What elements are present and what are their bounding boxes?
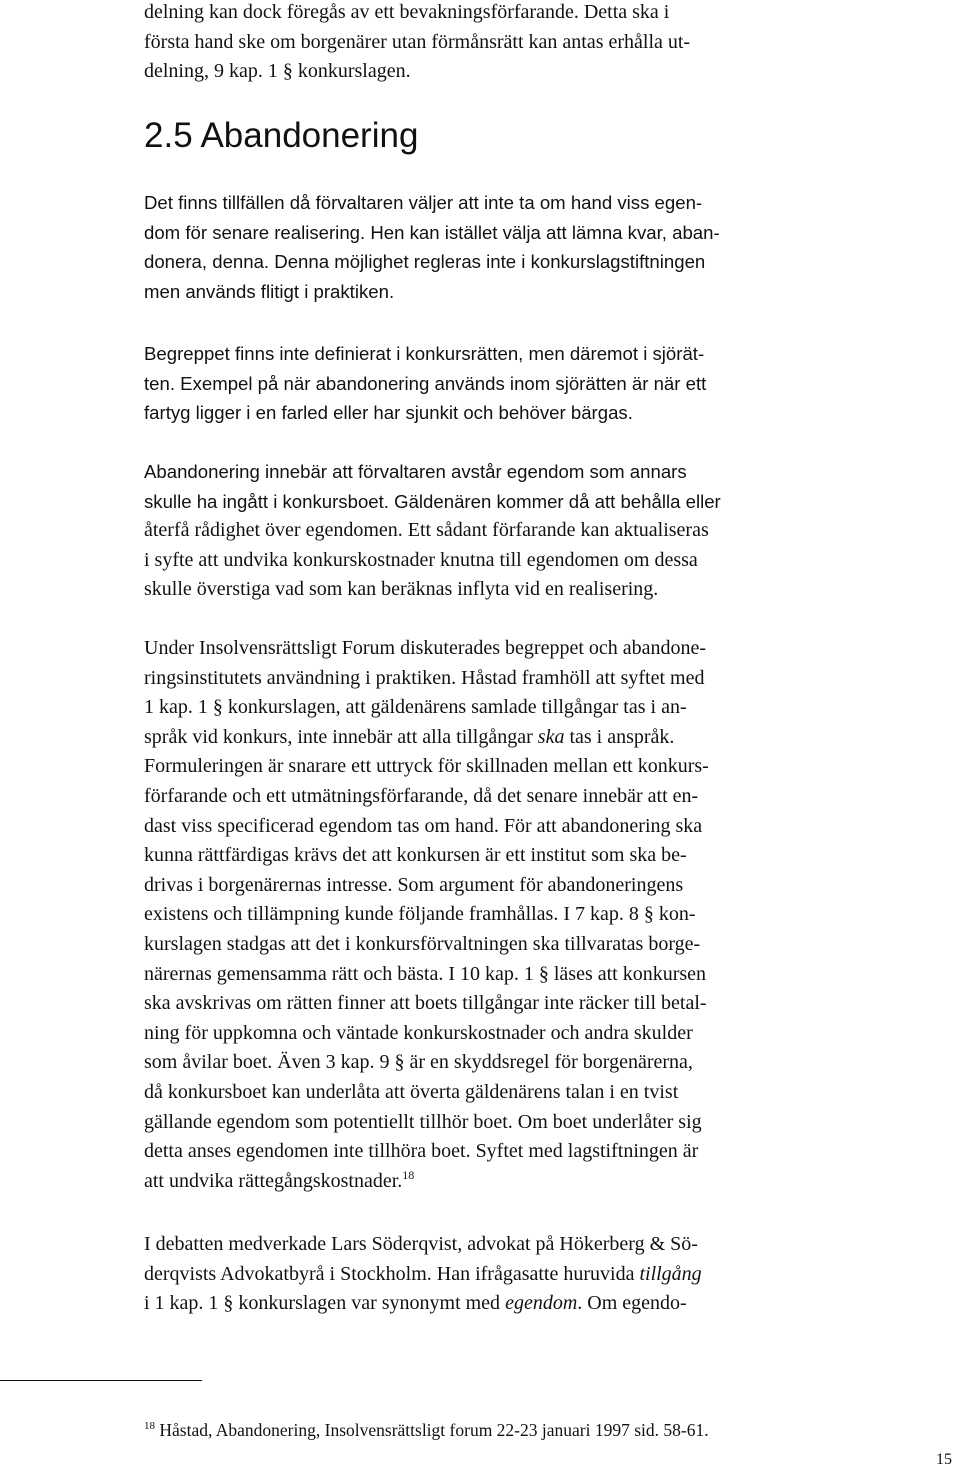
page-number: 15 bbox=[936, 1451, 952, 1468]
footnote-number: 18 bbox=[144, 1420, 155, 1432]
emphasis-ska: ska bbox=[537, 725, 565, 748]
footnote-reference[interactable]: 18 bbox=[402, 1167, 415, 1182]
paragraph-2-line-1: Begreppet finns inte definierat i konkursrätten, men däremot i sjörät- bbox=[144, 343, 705, 364]
section-heading: 2.5 Abandonering bbox=[144, 116, 419, 155]
paragraph-4-line-18: detta anses egendomen inte tillhöra boet. Syftet med lagstiftningen är bbox=[144, 1140, 699, 1163]
footnote bbox=[144, 1418, 709, 1442]
paragraph-4-line-1: Under Insolvensrättsligt Forum diskuterades begreppet och abandone- bbox=[144, 637, 707, 659]
paragraph-5-line-3-after: . Om egendo- bbox=[577, 1292, 687, 1315]
paragraph-5-line-3 bbox=[144, 1289, 820, 1319]
paragraph-4-line-12: närernas gemensamma rätt och bästa. I 10 kap. 1 § läses att konkursen bbox=[144, 962, 707, 985]
paragraph-4-line-11: kurslagen stadgas att det i konkursförvaltningen ska tillvaratas borge- bbox=[144, 932, 701, 955]
emphasis-egendom: egendom bbox=[505, 1292, 578, 1315]
paragraph-3-line-5: skulle överstiga vad som kan beräknas inflyta vid en realisering. bbox=[144, 578, 659, 601]
paragraph-4-line-15: som åvilar boet. Även 3 kap. 9 § är en skyddsregel för borgenärerna, bbox=[144, 1051, 693, 1074]
paragraph-4-line-9: drivas i borgenärernas intresse. Som argument för abandoneringens bbox=[144, 873, 684, 896]
paragraph-1 bbox=[144, 188, 820, 306]
paragraph-4 bbox=[144, 634, 820, 1196]
footnote-text: Håstad, Abandonering, Insolvensrättsligt forum 22-23 januari 1997 sid. 58-61. bbox=[159, 1420, 709, 1440]
paragraph-3-line-1: Abandonering innebär att förvaltaren avstår egendom som annars bbox=[144, 461, 687, 482]
paragraph-4-line-4-before: språk vid konkurs, inte innebär att alla tillgångar bbox=[144, 725, 538, 748]
paragraph-5-line-2 bbox=[144, 1260, 820, 1290]
paragraph-4-line-13: ska avskrivas om rätten finner att boets tillgångar inte räcker till betal- bbox=[144, 992, 707, 1015]
paragraph-4-line-17: gällande egendom som potentiellt tillhör boet. Om boet underlåter sig bbox=[144, 1110, 702, 1133]
paragraph-3-line-2: skulle ha ingått i konkursboet. Gäldenären kommer då att behålla eller bbox=[144, 490, 721, 512]
paragraph-1-line-4: men används flitigt i praktiken. bbox=[144, 280, 395, 302]
paragraph-1-line-3: donera, denna. Denna möjlighet regleras inte i konkurslagstiftningen bbox=[144, 251, 706, 273]
footnote-separator bbox=[0, 1380, 202, 1381]
intro-line-1: delning kan dock föregås av ett bevakningsförfarande. Detta ska i bbox=[144, 1, 670, 23]
paragraph-4-last-line: att undvika rättegångskostnader. bbox=[144, 1169, 403, 1192]
paragraph-4-line-16: då konkursboet kan underlåta att överta gäldenärens talan i en tvist bbox=[144, 1080, 679, 1103]
paragraph-4-line-10: existens och tillämpning kunde följande framhållas. I 7 kap. 8 § kon- bbox=[144, 903, 696, 926]
paragraph-5 bbox=[144, 1230, 820, 1319]
paragraph-4-line-7: dast viss specificerad egendom tas om hand. För att abandonering ska bbox=[144, 814, 703, 837]
emphasis-tillgang: tillgång bbox=[639, 1262, 702, 1285]
paragraph-4-line-4 bbox=[144, 723, 820, 753]
paragraph-4-line-19 bbox=[144, 1167, 820, 1197]
paragraph-3 bbox=[144, 457, 820, 516]
paragraph-4-line-4-after: tas i anspråk. bbox=[564, 725, 675, 748]
intro-line-3: delning, 9 kap. 1 § konkurslagen. bbox=[144, 60, 411, 83]
paragraph-3-serif bbox=[144, 516, 820, 605]
paragraph-4-line-8: kunna rättfärdigas krävs det att konkursen är ett institut som ska be- bbox=[144, 844, 687, 867]
paragraph-1-line-2: dom för senare realisering. Hen kan istället välja att lämna kvar, aban- bbox=[144, 221, 720, 243]
paragraph-5-line-3-before: i 1 kap. 1 § konkurslagen var synonymt med bbox=[144, 1292, 506, 1315]
paragraph-4-line-2: ringsinstitutets användning i praktiken. Håstad framhöll att syftet med bbox=[144, 666, 705, 689]
paragraph-2-line-3: fartyg ligger i en farled eller har sjunkit och behöver bärgas. bbox=[144, 402, 633, 424]
paragraph-5-line-2-before: derqvists Advokatbyrå i Stockholm. Han ifrågasatte huruvida bbox=[144, 1262, 640, 1285]
paragraph-3-line-3: återfå rådighet över egendomen. Ett sådant förfarande kan aktualiseras bbox=[144, 519, 709, 541]
paragraph-3-line-4: i syfte att undvika konkurskostnader knutna till egendomen om dessa bbox=[144, 548, 698, 571]
intro-line-2: första hand ske om borgenärer utan förmånsrätt kan antas erhålla ut- bbox=[144, 30, 691, 53]
intro-paragraph bbox=[144, 0, 820, 87]
paragraph-2-line-2: ten. Exempel på när abandonering används inom sjörätten är när ett bbox=[144, 372, 707, 394]
paragraph-1-line-1: Det finns tillfällen då förvaltaren väljer att inte ta om hand viss egen- bbox=[144, 192, 703, 213]
paragraph-4-line-6: förfarande och ett utmätningsförfarande, då det senare innebär att en- bbox=[144, 784, 699, 807]
paragraph-4-line-3: 1 kap. 1 § konkurslagen, att gäldenärens samlade tillgångar tas i an- bbox=[144, 696, 687, 719]
paragraph-5-line-1: I debatten medverkade Lars Söderqvist, advokat på Hökerberg & Sö- bbox=[144, 1233, 698, 1255]
paragraph-4-line-14: ning för uppkomna och väntade konkurskostnader och andra skulder bbox=[144, 1021, 693, 1044]
paragraph-4-line-5: Formuleringen är snarare ett uttryck för skillnaden mellan ett konkurs- bbox=[144, 755, 709, 778]
paragraph-2 bbox=[144, 339, 820, 428]
